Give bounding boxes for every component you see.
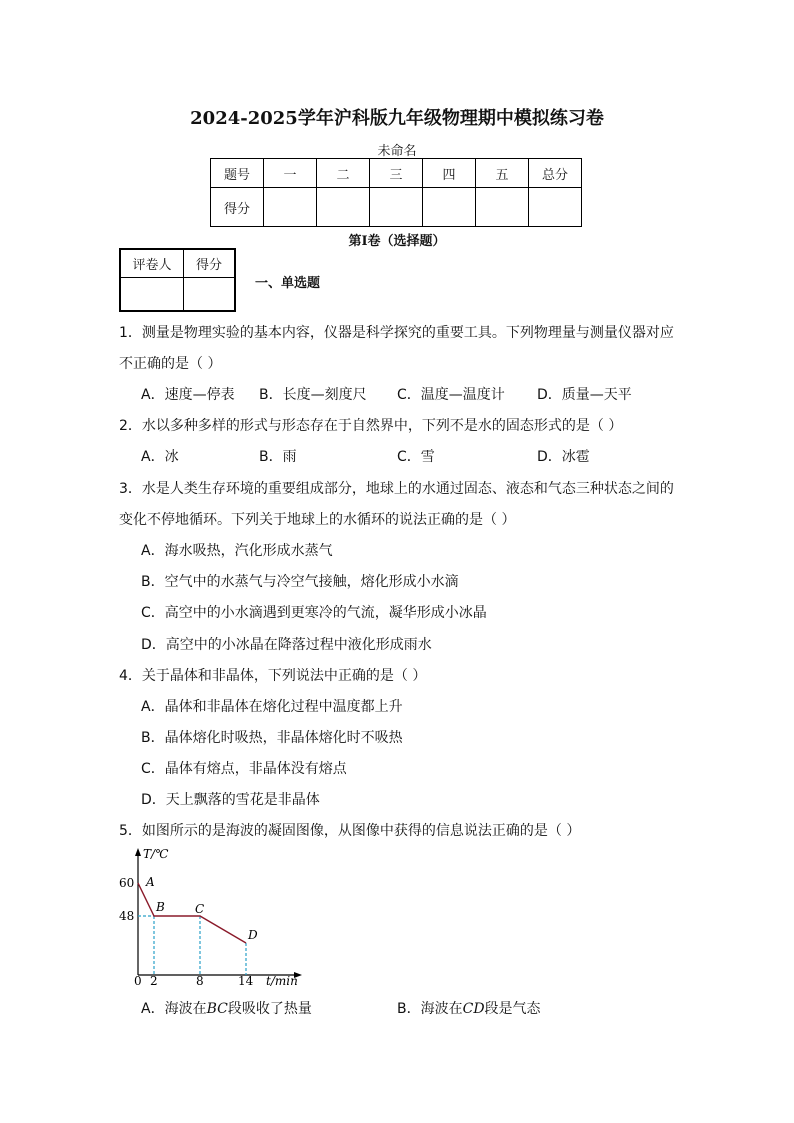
- q1-option-b[interactable]: B．长度—刻度尺: [259, 387, 367, 403]
- q1-option-d[interactable]: D．质量—天平: [537, 387, 632, 403]
- question-3-line-1: 3．水是人类生存环境的重要组成部分，地球上的水通过固态、液态和气态三种状态之间的: [119, 481, 674, 497]
- q4-option-c[interactable]: C．晶体有熔点，非晶体没有熔点: [141, 761, 347, 777]
- x-tick-label: 14: [238, 974, 254, 987]
- score-table: [210, 158, 582, 227]
- score-header-cell: 四: [423, 159, 476, 188]
- q2-option-a[interactable]: A．冰: [141, 449, 179, 465]
- question-5-line-1: 5．如图所示的是海波的凝固图像，从图像中获得的信息说法正确的是（ ）: [119, 823, 581, 839]
- point-label: C: [195, 902, 205, 916]
- grader-table: [119, 248, 236, 312]
- question-4-line-1: 4．关于晶体和非晶体，下列说法中正确的是（ ）: [119, 668, 427, 684]
- score-header-cell: 二: [317, 159, 370, 188]
- point-label: B: [156, 900, 165, 914]
- q4-option-b[interactable]: B．晶体熔化时吸热，非晶体熔化时不吸热: [141, 730, 403, 746]
- q5-option-a-prefix: A．海波在: [141, 1001, 207, 1017]
- page-subtitle: 未命名: [377, 144, 417, 159]
- grader-cell[interactable]: [120, 278, 184, 312]
- score-cell[interactable]: [476, 188, 529, 227]
- question-3-line-2: 变化不停地循环。下列关于地球上的水循环的说法正确的是（ ）: [119, 512, 516, 528]
- q5-option-a-segment: BC: [206, 1001, 228, 1017]
- q1-option-a[interactable]: A．速度—停表: [141, 387, 235, 403]
- q5-option-b-prefix: B．海波在: [397, 1001, 463, 1017]
- question-2-line-1: 2．水以多种多样的形式与形态存在于自然界中，下列不是水的固态形式的是（ ）: [119, 418, 623, 434]
- question-1-line-1: 1．测量是物理实验的基本内容，仪器是科学探究的重要工具。下列物理量与测量仪器对应: [119, 325, 674, 341]
- page-title: 2024-2025学年沪科版九年级物理期中模拟练习卷: [190, 108, 604, 129]
- score-cell[interactable]: [529, 188, 582, 227]
- q4-option-a[interactable]: A．晶体和非晶体在熔化过程中温度都上升: [141, 699, 403, 715]
- q3-option-a[interactable]: A．海水吸热，汽化形成水蒸气: [141, 543, 333, 559]
- score-header-cell: 题号: [211, 159, 264, 188]
- q2-option-d[interactable]: D．冰雹: [537, 449, 590, 465]
- y-tick-label: 60: [119, 876, 135, 890]
- solidification-graph: [116, 842, 316, 987]
- score-header-cell: 总分: [529, 159, 582, 188]
- point-label: A: [146, 875, 155, 889]
- q2-option-c[interactable]: C．雪: [397, 449, 435, 465]
- score-cell[interactable]: [264, 188, 317, 227]
- y-tick-label: 48: [119, 909, 135, 923]
- grader-score-header: 得分: [184, 249, 236, 278]
- score-cell[interactable]: [370, 188, 423, 227]
- x-axis-label: t/min: [266, 974, 298, 987]
- part-title: 一、单选题: [255, 276, 321, 291]
- section-title: 第Ⅰ卷（选择题）: [348, 234, 446, 249]
- x-tick-label: 0: [134, 974, 142, 987]
- q1-option-c[interactable]: C．温度—温度计: [397, 387, 505, 403]
- score-header-cell: 五: [476, 159, 529, 188]
- q3-option-d[interactable]: D．高空中的小冰晶在降落过程中液化形成雨水: [141, 637, 432, 653]
- q2-option-b[interactable]: B．雨: [259, 449, 297, 465]
- grader-score-cell[interactable]: [184, 278, 236, 312]
- question-1-line-2: 不正确的是（ ）: [119, 356, 222, 372]
- q5-option-b[interactable]: [397, 998, 541, 1018]
- x-tick-label: 2: [150, 974, 158, 987]
- q5-option-a[interactable]: [141, 998, 312, 1018]
- q4-option-d[interactable]: D．天上飘落的雪花是非晶体: [141, 792, 320, 808]
- score-cell[interactable]: [423, 188, 476, 227]
- x-tick-label: 8: [196, 974, 204, 987]
- score-row-label: 得分: [211, 188, 264, 227]
- score-header-cell: 一: [264, 159, 317, 188]
- grader-header: 评卷人: [120, 249, 184, 278]
- q3-option-c[interactable]: C．高空中的小水滴遇到更寒冷的气流，凝华形成小冰晶: [141, 605, 487, 621]
- y-axis-label: T/℃: [143, 847, 169, 861]
- score-header-cell: 三: [370, 159, 423, 188]
- q3-option-b[interactable]: B．空气中的水蒸气与冷空气接触，熔化形成小水滴: [141, 574, 459, 590]
- q5-option-a-suffix: 段吸收了热量: [227, 1001, 312, 1017]
- score-cell[interactable]: [317, 188, 370, 227]
- y-axis-arrow-icon: [135, 848, 141, 856]
- point-label: D: [248, 928, 258, 942]
- q5-option-b-suffix: 段是气态: [484, 1001, 541, 1017]
- q5-option-b-segment: CD: [462, 1001, 485, 1017]
